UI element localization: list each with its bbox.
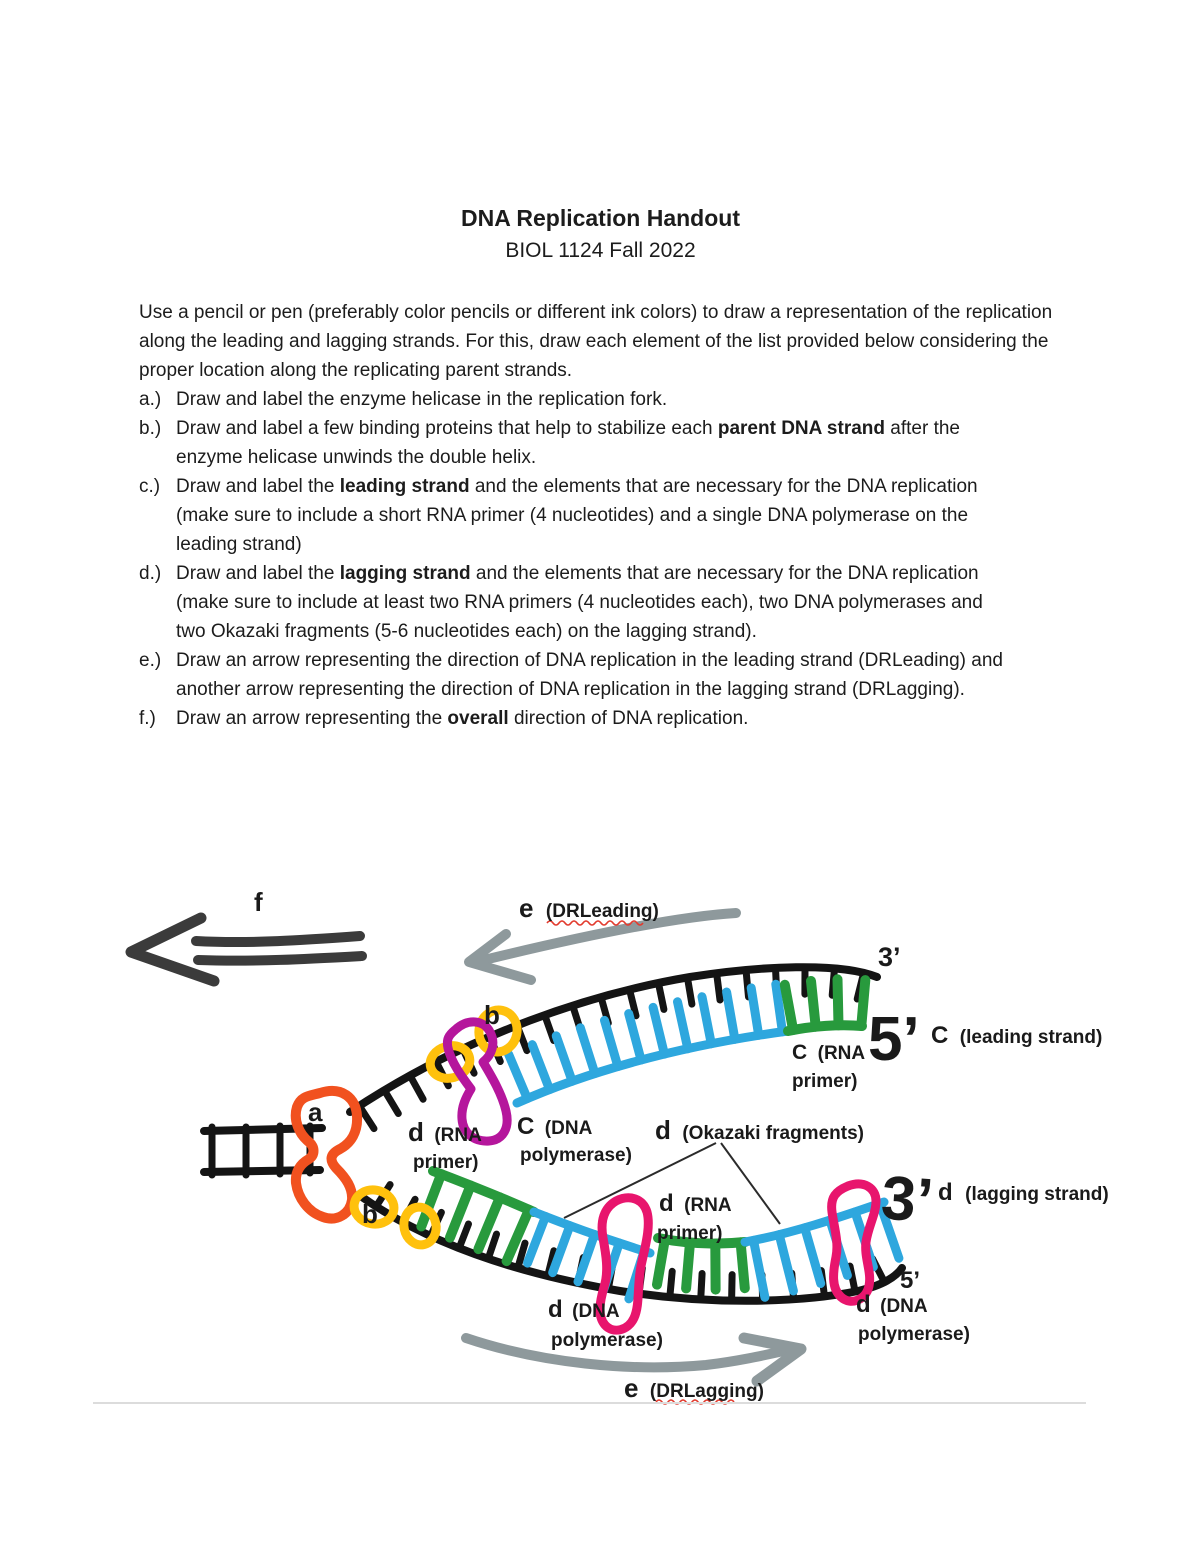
- page-subtitle: BIOL 1124 Fall 2022: [505, 239, 696, 262]
- list-marker: e.): [139, 650, 162, 671]
- label-3prime-lagging: 3’: [878, 1163, 936, 1236]
- label-d-dna-left-line2: polymerase): [551, 1330, 663, 1351]
- leading-rna-primer: [785, 979, 866, 1031]
- list-marker: c.): [139, 476, 161, 497]
- list-item-text: Draw an arrow representing the overall direction of DNA replication.: [176, 708, 749, 729]
- label-3prime-top: 3’: [878, 942, 901, 972]
- list-marker: b.): [139, 418, 162, 439]
- label-c-dna-line2: polymerase): [520, 1145, 632, 1166]
- instruction-list: [139, 385, 1062, 733]
- label-d-rna-right-line2: primer): [657, 1223, 723, 1244]
- list-item-text: Draw and label the enzyme helicase in the replication fork.: [176, 389, 668, 410]
- label-f: f: [254, 887, 263, 917]
- list-item-b: [139, 414, 1062, 472]
- intro-paragraph: Use a pencil or pen (preferably color pencils or different ink colors) to draw a representation of the replication along the leading and lagging strands. For this, draw each element of the list provided below considering the proper location along the replicating parent strands.: [139, 302, 1053, 381]
- label-d-okazaki: d (Okazaki fragments): [655, 1115, 864, 1145]
- label-c-dna-line1: C (DNA: [517, 1113, 593, 1140]
- list-marker: f.): [139, 708, 156, 729]
- list-item-text: Draw and label the leading strand and the elements that are necessary for the DNA replication (make sure to include a short RNA primer (4 nucleotides) and a single DNA polymerase on the leading strand): [176, 476, 978, 555]
- list-item-f: [139, 704, 1062, 733]
- label-d-dna-right-line2: polymerase): [858, 1324, 970, 1345]
- label-c-leading-strand: C (leading strand): [931, 1022, 1103, 1049]
- page-title: DNA Replication Handout: [461, 205, 740, 231]
- label-d-dna-left-line1: d (DNA: [548, 1296, 620, 1323]
- list-item-d: [139, 559, 1062, 646]
- list-item-text: Draw an arrow representing the direction of DNA replication in the leading strand (DRLeading) and another arrow representing the direction of DNA replication in the lagging strand (DRLagging).: [176, 650, 1003, 700]
- label-e-drleading: e (DRLeading): [519, 893, 659, 923]
- document-content: [139, 204, 1062, 733]
- list-marker: a.): [139, 389, 162, 410]
- list-item-text: Draw and label a few binding proteins that help to stabilize each parent DNA strand after the enzyme helicase unwinds the double helix.: [176, 418, 960, 468]
- list-item-a: [139, 385, 1062, 414]
- list-item-text: Draw and label the lagging strand and the elements that are necessary for the DNA replication (make sure to include at least two RNA primers (4 nucleotides each), two DNA polymerases and two Okazaki fragments (5-6 nucleotides each) on the lagging strand).: [176, 563, 983, 642]
- list-item-c: [139, 472, 1062, 559]
- label-d-dna-right-line1: d (DNA: [856, 1291, 928, 1318]
- label-d-rna-left-line1: d (RNA: [408, 1117, 482, 1147]
- label-c-rna-primer-line2: primer): [792, 1071, 858, 1092]
- label-c-rna-primer-line1: C (RNA: [792, 1041, 866, 1064]
- label-d-rna-left-line2: primer): [413, 1152, 479, 1173]
- label-a-helicase: a: [308, 1097, 323, 1127]
- label-b-bottom: b: [362, 1199, 378, 1229]
- label-d-lagging-strand: d (lagging strand): [938, 1179, 1109, 1206]
- list-item-e: [139, 646, 1062, 704]
- drleading-arrow: [469, 913, 736, 980]
- label-5prime-leading: 5’: [868, 1005, 920, 1074]
- list-marker: d.): [139, 563, 162, 584]
- label-e-drlagging: e (DRLagging): [624, 1373, 764, 1403]
- label-5prime-lagging: 5’: [900, 1267, 921, 1294]
- leading-new-strand: [509, 984, 788, 1103]
- label-d-rna-right-line1: d (RNA: [659, 1190, 732, 1217]
- label-b-top: b: [484, 1000, 500, 1030]
- overall-direction-arrow: [131, 918, 362, 981]
